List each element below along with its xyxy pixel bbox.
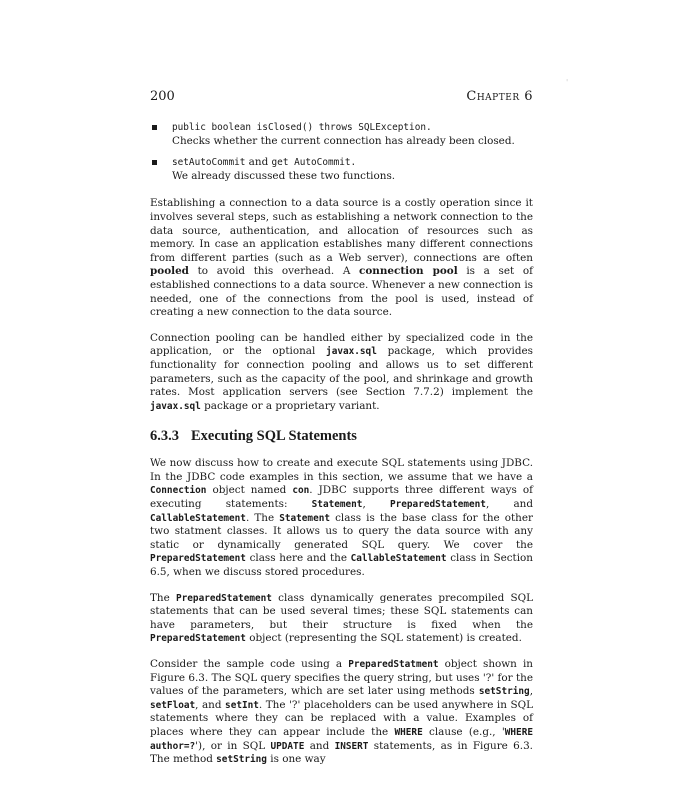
code-term: CallableStatement <box>150 512 246 524</box>
text-run: is one way <box>266 753 326 766</box>
chapter-label: Chapter 6 <box>466 89 533 104</box>
method-list <box>150 121 533 183</box>
paragraph-prepared-statement <box>150 592 533 646</box>
text-run: . JDBC supports three different ways of executing statements: <box>150 484 533 511</box>
text-run: class is the base class for the other two statment classes. It allows us to query the data source with any static or dynamically generated SQL query. We cover the <box>150 511 533 551</box>
bold-term: pooled <box>150 265 189 278</box>
code-term: con <box>292 485 310 497</box>
code-term: setFloat <box>150 699 196 711</box>
text-run: , <box>362 498 390 511</box>
paragraph-connection-pooling <box>150 197 533 319</box>
code-term: Connection <box>150 485 207 497</box>
code-term: PreparedStatment <box>348 659 439 670</box>
text-run: clause (e.g., ' <box>422 725 505 738</box>
code-term: setAutoCommit <box>172 157 246 169</box>
code-term: javax.sql <box>326 346 377 358</box>
code-term: Statement <box>279 512 331 524</box>
page-body <box>150 121 533 779</box>
margin-mark: ' <box>566 78 569 87</box>
text-run: class here and the <box>245 552 351 565</box>
list-item <box>150 121 533 148</box>
text-run: object (representing the SQL statement) is created. <box>245 632 522 645</box>
page-number: 200 <box>150 89 175 104</box>
text-run: package, which provides functionality for connection pooling and allows us to set different parameters, such as the capacity of the pool, and shrinkage and growth rates. Most application servers (see Section 7.7.2) implement the <box>150 345 534 399</box>
text-run: , and <box>485 498 533 511</box>
running-head <box>150 89 533 104</box>
text-run: . The <box>245 511 280 524</box>
section-title: Executing SQL Statements <box>191 428 357 445</box>
text-run: '), or in SQL <box>195 739 271 752</box>
text-run: object shown in Figure 6.3. The SQL query specifies the query string, but uses '?' for the values of the parameters, which are set later using methods <box>150 658 533 698</box>
text-run: . The '?' placeholders can be used anywhere in SQL statements where they can be replaced with a value. Examples of places where they can appear include the <box>150 698 533 738</box>
text-run: Consider the sample code using a <box>150 658 349 670</box>
text-run: class dynamically generates precompiled SQL statements that can be used several times; these SQL statements can have parameters, but their structure is fixed when the <box>150 591 533 631</box>
section-heading <box>150 427 533 445</box>
text-run: Connection pooling can be handled either by specialized code in the application, or the optional <box>150 331 533 358</box>
square-bullet-icon <box>152 125 157 130</box>
code-term: javax.sql <box>150 400 201 412</box>
method-description: Checks whether the current connection has already been closed. <box>172 134 515 147</box>
bold-term: connection pool <box>359 265 458 278</box>
code-term: WHERE <box>394 726 423 738</box>
list-item <box>150 156 533 183</box>
text-run: object named <box>206 484 293 497</box>
paragraph-javax-sql <box>150 332 533 414</box>
text-run: to avoid this overhead. A <box>188 265 360 278</box>
code-term: get AutoCommit. <box>271 157 357 169</box>
method-signature: public boolean isClosed() throws SQLException. <box>172 122 432 133</box>
method-description: We already discussed these two functions. <box>172 169 396 182</box>
text-run: statements, as in Figure 6.3. The method <box>150 739 533 766</box>
text-run: Establishing a connection to a data source is a costly operation since it involves several steps, such as establishing a network connection to the data source, authentication, and allocation of resources such as memory. In case an application establishes many different connections from different parties (such as a Web server), connections are often <box>150 197 533 264</box>
code-term: PreparedStatement <box>389 499 486 511</box>
code-term: UPDATE <box>270 740 305 752</box>
square-bullet-icon <box>152 160 157 165</box>
paragraph-statements <box>150 457 533 579</box>
text-run: package or a proprietary variant. <box>200 399 380 412</box>
text-run: The <box>150 591 176 604</box>
method-signature <box>172 156 533 170</box>
code-term: PreparedStatement <box>176 592 272 604</box>
text-run: , <box>529 685 533 698</box>
text-run: We now discuss how to create and execute SQL statements using JDBC. In the JDBC code examples in this section, we assume that we have a <box>150 457 533 483</box>
code-term: CallableStatement <box>350 553 447 565</box>
text-run: , and <box>195 698 226 711</box>
code-term: PreparedStatement <box>150 633 246 645</box>
code-term: PreparedStatement <box>150 553 246 565</box>
code-term: INSERT <box>334 740 369 752</box>
code-term: setInt <box>225 699 259 711</box>
section-number: 6.3.3 <box>150 428 179 445</box>
code-term: WHERE author=? <box>150 726 533 752</box>
code-term: setString <box>216 754 267 766</box>
text-run: and <box>245 156 272 169</box>
text-run: and <box>304 739 335 752</box>
code-term: Statement <box>311 499 363 511</box>
text-run: class in Section 6.5, when we discuss stored procedures. <box>150 552 533 579</box>
code-term: setString <box>478 686 530 698</box>
paragraph-sample-code <box>150 658 533 767</box>
text-run: is a set of established connections to a data source. Whenever a new connection is needed, one of the connections from the pool is used, instead of creating a new connection to the data source. <box>150 265 533 319</box>
